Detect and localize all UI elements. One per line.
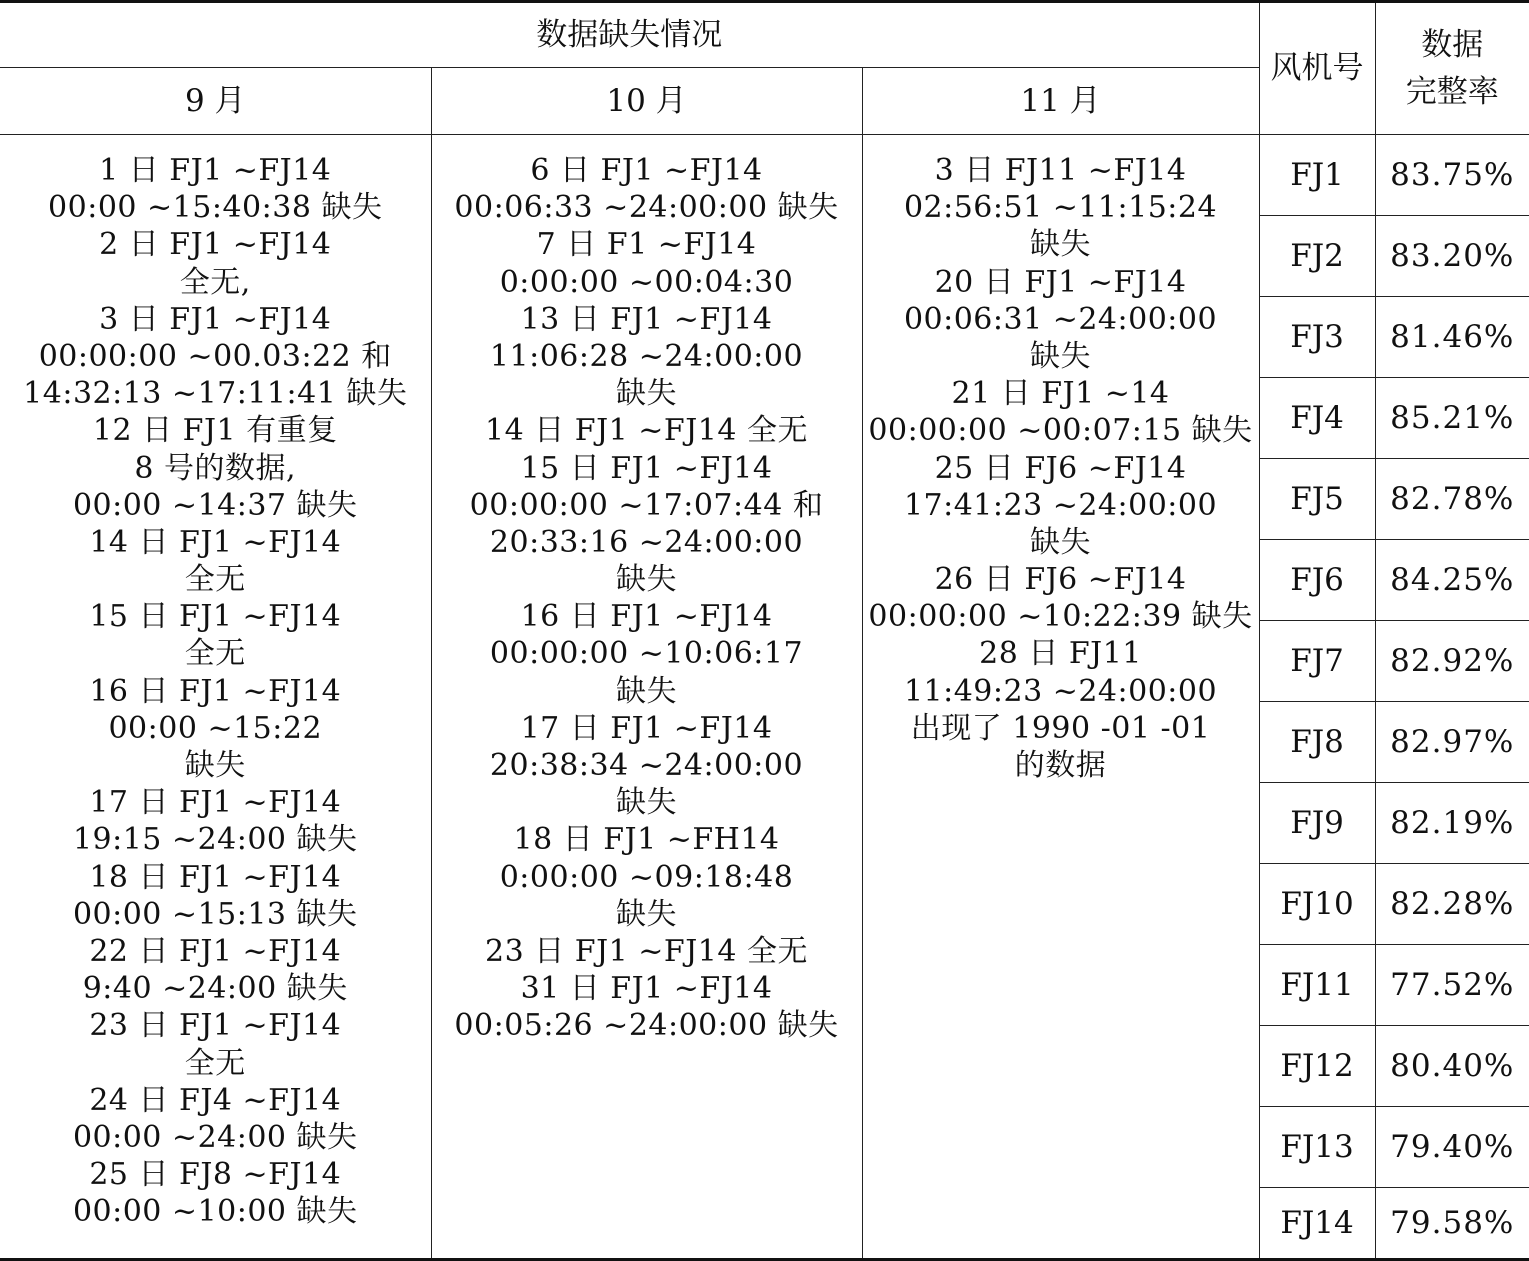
fan-id-cell: FJ4 <box>1259 378 1375 459</box>
sep-missing-cell-line: 全无 <box>184 1045 246 1081</box>
nov-missing-cell-line: 02:56:51 ~11:15:24 <box>903 190 1218 226</box>
oct-missing-cell-line: 00:05:26 ~24:00:00 缺失 <box>454 1008 839 1044</box>
sep-missing-cell-line: 3 日 FJ1 ~FJ14 <box>99 301 332 337</box>
header-row-1 <box>0 2 1529 68</box>
nov-missing-cell <box>862 135 1259 1260</box>
sep-missing-cell-line: 缺失 <box>184 748 246 783</box>
completeness-rate-cell: 79.40% <box>1375 1107 1529 1188</box>
oct-missing-cell-line: 15 日 FJ1 ~FJ14 <box>520 450 773 486</box>
month-header-oct: 10 月 <box>431 68 862 135</box>
missing-title-header: 数据缺失情况 <box>0 2 1259 68</box>
sep-missing-cell-line: 19:15 ~24:00 缺失 <box>72 822 358 858</box>
nov-missing-cell-line: 00:00:00 ~10:22:39 缺失 <box>868 599 1253 635</box>
sep-missing-cell-line: 00:00:00 ~00.03:22 和 <box>38 338 392 374</box>
sep-missing-cell-line: 12 日 FJ1 有重复 <box>92 413 338 449</box>
fan-id-cell: FJ6 <box>1259 540 1375 621</box>
completeness-rate-header <box>1375 2 1529 135</box>
oct-missing-cell-line: 缺失 <box>616 785 677 821</box>
sep-missing-cell-line: 18 日 FJ1 ~FJ14 <box>89 859 342 895</box>
oct-missing-cell-line: 14 日 FJ1 ~FJ14 全无 <box>485 413 808 449</box>
completeness-rate-cell: 85.21% <box>1375 378 1529 459</box>
sep-missing-cell-line: 00:00 ~10:00 缺失 <box>72 1194 358 1230</box>
sep-missing-cell-line: 15 日 FJ1 ~FJ14 <box>89 599 342 635</box>
sep-missing-cell-line: 9:40 ~24:00 缺失 <box>82 971 348 1007</box>
oct-missing-cell-line: 0:00:00 ~09:18:48 <box>499 859 794 895</box>
sep-missing-cell-line: 14:32:13 ~17:11:41 缺失 <box>23 376 408 412</box>
sep-missing-cell-line: 24 日 FJ4 ~FJ14 <box>89 1082 342 1118</box>
fan-id-cell: FJ2 <box>1259 216 1375 297</box>
nov-missing-cell-line: 00:06:31 ~24:00:00 <box>903 301 1218 337</box>
sep-missing-cell-line: 全无 <box>184 636 246 672</box>
fan-number-header: 风机号 <box>1259 2 1375 135</box>
completeness-rate-cell: 81.46% <box>1375 297 1529 378</box>
completeness-rate-cell: 79.58% <box>1375 1188 1529 1260</box>
fan-id-cell: FJ13 <box>1259 1107 1375 1188</box>
sep-missing-cell-line: 00:00 ~14:37 缺失 <box>72 487 358 523</box>
nov-missing-cell-line: 00:00:00 ~00:07:15 缺失 <box>868 413 1253 449</box>
sep-missing-cell-line: 16 日 FJ1 ~FJ14 <box>89 673 342 709</box>
sep-missing-cell-line: 1 日 FJ1 ~FJ14 <box>99 153 332 188</box>
fan-id-cell: FJ7 <box>1259 621 1375 702</box>
oct-missing-cell-line: 17 日 FJ1 ~FJ14 <box>520 710 773 746</box>
nov-missing-cell-line: 20 日 FJ1 ~FJ14 <box>934 264 1187 300</box>
oct-missing-cell-line: 00:06:33 ~24:00:00 缺失 <box>454 190 839 226</box>
nov-missing-cell-line: 17:41:23 ~24:00:00 <box>903 487 1218 523</box>
sep-missing-cell-line: 全无 <box>184 562 246 598</box>
sep-missing-cell-line: 22 日 FJ1 ~FJ14 <box>89 933 342 969</box>
oct-missing-cell-line: 31 日 FJ1 ~FJ14 <box>520 971 773 1007</box>
nov-missing-cell-line: 26 日 FJ6 ~FJ14 <box>934 562 1187 598</box>
fan-id-cell: FJ14 <box>1259 1188 1375 1260</box>
month-header-sep: 9 月 <box>0 68 431 135</box>
sep-missing-cell-line: 全无, <box>179 264 251 300</box>
oct-missing-cell-line: 13 日 FJ1 ~FJ14 <box>520 301 773 337</box>
rate-header-line-2: 完整率 <box>1405 73 1499 110</box>
oct-missing-cell-line: 缺失 <box>616 896 677 932</box>
nov-missing-cell-line: 的数据 <box>1014 748 1107 783</box>
oct-missing-cell-line: 20:38:34 ~24:00:00 <box>489 748 804 783</box>
fan-row <box>0 135 1529 216</box>
completeness-rate-cell: 82.97% <box>1375 702 1529 783</box>
sep-missing-cell-line: 2 日 FJ1 ~FJ14 <box>99 227 332 263</box>
nov-missing-cell-line: 出现了 1990 -01 -01 <box>910 710 1211 746</box>
completeness-rate-cell: 83.75% <box>1375 135 1529 216</box>
oct-missing-cell-line: 18 日 FJ1 ~FH14 <box>513 822 780 858</box>
oct-missing-cell-line: 缺失 <box>616 562 677 598</box>
oct-missing-cell-line: 11:06:28 ~24:00:00 <box>489 338 804 374</box>
sep-missing-cell-line: 25 日 FJ8 ~FJ14 <box>89 1157 342 1193</box>
oct-missing-cell-line: 23 日 FJ1 ~FJ14 全无 <box>485 933 808 969</box>
nov-missing-cell-line: 缺失 <box>1030 338 1092 374</box>
completeness-rate-cell: 84.25% <box>1375 540 1529 621</box>
fan-id-cell: FJ3 <box>1259 297 1375 378</box>
completeness-rate-cell: 82.28% <box>1375 864 1529 945</box>
sep-missing-cell-line: 23 日 FJ1 ~FJ14 <box>89 1008 342 1044</box>
fan-id-cell: FJ12 <box>1259 1026 1375 1107</box>
oct-missing-cell-line: 16 日 FJ1 ~FJ14 <box>520 599 773 635</box>
nov-missing-cell-line: 缺失 <box>1030 524 1092 560</box>
sep-missing-cell-line: 00:00 ~15:13 缺失 <box>72 896 358 932</box>
nov-missing-cell-line: 21 日 FJ1 ~14 <box>951 376 1170 412</box>
sep-missing-cell <box>0 135 431 1260</box>
nov-missing-cell-line: 11:49:23 ~24:00:00 <box>903 673 1218 709</box>
fan-id-cell: FJ5 <box>1259 459 1375 540</box>
fan-id-cell: FJ9 <box>1259 783 1375 864</box>
oct-missing-cell-line: 缺失 <box>616 673 677 709</box>
completeness-rate-cell: 82.19% <box>1375 783 1529 864</box>
rate-header-line-1: 数据 <box>1421 26 1484 63</box>
completeness-rate-cell: 80.40% <box>1375 1026 1529 1107</box>
nov-missing-cell-line: 25 日 FJ6 ~FJ14 <box>934 450 1187 486</box>
completeness-rate-cell: 83.20% <box>1375 216 1529 297</box>
nov-missing-cell-line: 28 日 FJ11 <box>979 636 1142 672</box>
fan-id-cell: FJ8 <box>1259 702 1375 783</box>
completeness-rate-cell: 77.52% <box>1375 945 1529 1026</box>
oct-missing-cell-line: 0:00:00 ~00:04:30 <box>499 264 794 300</box>
fan-id-cell: FJ11 <box>1259 945 1375 1026</box>
sep-missing-cell-line: 14 日 FJ1 ~FJ14 <box>89 524 342 560</box>
oct-missing-cell <box>431 135 862 1260</box>
completeness-rate-cell: 82.92% <box>1375 621 1529 702</box>
oct-missing-cell-line: 7 日 F1 ~FJ14 <box>536 227 757 263</box>
fan-id-cell: FJ1 <box>1259 135 1375 216</box>
sep-missing-cell-line: 00:00 ~15:22 <box>108 710 323 746</box>
sep-missing-cell-line: 00:00 ~24:00 缺失 <box>72 1119 358 1155</box>
completeness-rate-cell: 82.78% <box>1375 459 1529 540</box>
month-header-nov: 11 月 <box>862 68 1259 135</box>
oct-missing-cell-line: 00:00:00 ~17:07:44 和 <box>469 487 824 523</box>
sep-missing-cell-line: 17 日 FJ1 ~FJ14 <box>89 785 342 821</box>
sep-missing-cell-line: 8 号的数据, <box>134 450 297 486</box>
sep-missing-cell-line: 00:00 ~15:40:38 缺失 <box>48 190 383 226</box>
oct-missing-cell-line: 00:00:00 ~10:06:17 <box>489 636 804 672</box>
nov-missing-cell-line: 3 日 FJ11 ~FJ14 <box>934 153 1187 188</box>
fan-id-cell: FJ10 <box>1259 864 1375 945</box>
nov-missing-cell-line: 缺失 <box>1030 227 1092 263</box>
oct-missing-cell-line: 缺失 <box>616 376 677 412</box>
oct-missing-cell-line: 20:33:16 ~24:00:00 <box>489 524 804 560</box>
oct-missing-cell-line: 6 日 FJ1 ~FJ14 <box>530 153 763 188</box>
